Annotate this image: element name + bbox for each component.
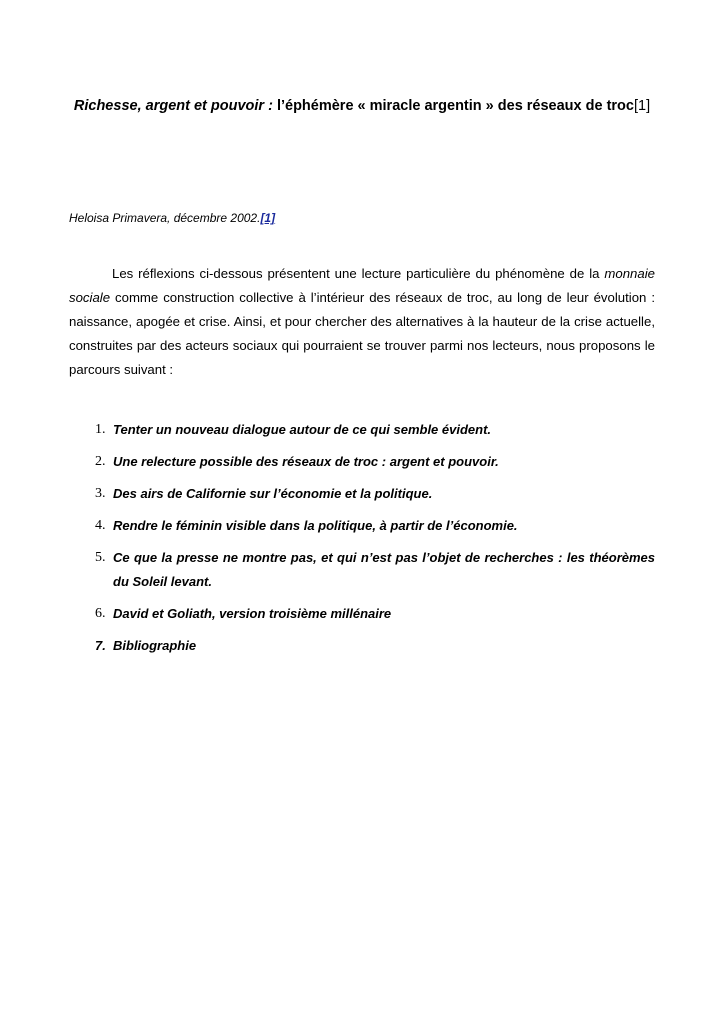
title-italic-part: Richesse, argent et pouvoir : <box>73 98 273 114</box>
title-footnote-ref: [1] <box>633 98 651 114</box>
intro-italic-term: monnaie sociale <box>69 266 655 305</box>
toc-number: 5. <box>95 550 106 565</box>
intro-text-2: comme construction collective à l’intérieur des réseaux de troc, au long de leur évolution : naissance, apogée et crise. Ainsi, et pour chercher des alternatives à la hauteur de la crise actuelle, construites par des acteurs sociaux qui pourraient se trouver parmi nos lecteurs, nous proposons le parcours suivant : <box>69 290 655 377</box>
toc-item-4[interactable] <box>69 514 655 538</box>
author-byline <box>69 209 275 227</box>
toc-label[interactable]: Des airs de Californie sur l’économie et la politique. <box>113 486 433 501</box>
toc-label[interactable]: Bibliographie <box>113 638 197 653</box>
toc-number: 2. <box>95 454 106 469</box>
toc-item-2[interactable] <box>69 450 655 474</box>
toc-item-7[interactable] <box>69 634 655 658</box>
title-main-part: l’éphémère « miracle argentin » des réseaux de troc <box>272 98 634 114</box>
toc-item-1[interactable] <box>69 418 655 442</box>
toc-number: 4. <box>95 518 106 533</box>
toc-label[interactable]: David et Goliath, version troisième millénaire <box>113 606 392 621</box>
toc-label[interactable]: Ce que la presse ne montre pas, et qui n’est pas l’objet de recherches : les théorèmes du Soleil levant. <box>113 550 655 589</box>
intro-paragraph <box>69 262 655 382</box>
toc-label[interactable]: Tenter un nouveau dialogue autour de ce qui semble évident. <box>113 422 492 437</box>
document-title <box>40 96 684 116</box>
table-of-contents <box>69 418 655 666</box>
toc-number: 7. <box>95 638 106 653</box>
footnote-link[interactable]: [1] <box>260 211 276 225</box>
toc-label[interactable]: Une relecture possible des réseaux de troc : argent et pouvoir. <box>113 454 499 469</box>
toc-item-6[interactable] <box>69 602 655 626</box>
byline-text: Heloisa Primavera, décembre 2002. <box>69 211 261 225</box>
intro-text-1: Les réflexions ci-dessous présentent une lecture particulière du phénomène de la <box>112 266 605 281</box>
toc-label[interactable]: Rendre le féminin visible dans la politique, à partir de l’économie. <box>113 518 518 533</box>
toc-item-5[interactable] <box>69 546 655 594</box>
toc-item-3[interactable] <box>69 482 655 506</box>
toc-number: 1. <box>95 422 106 437</box>
toc-number: 6. <box>95 606 106 621</box>
toc-number: 3. <box>95 486 106 501</box>
